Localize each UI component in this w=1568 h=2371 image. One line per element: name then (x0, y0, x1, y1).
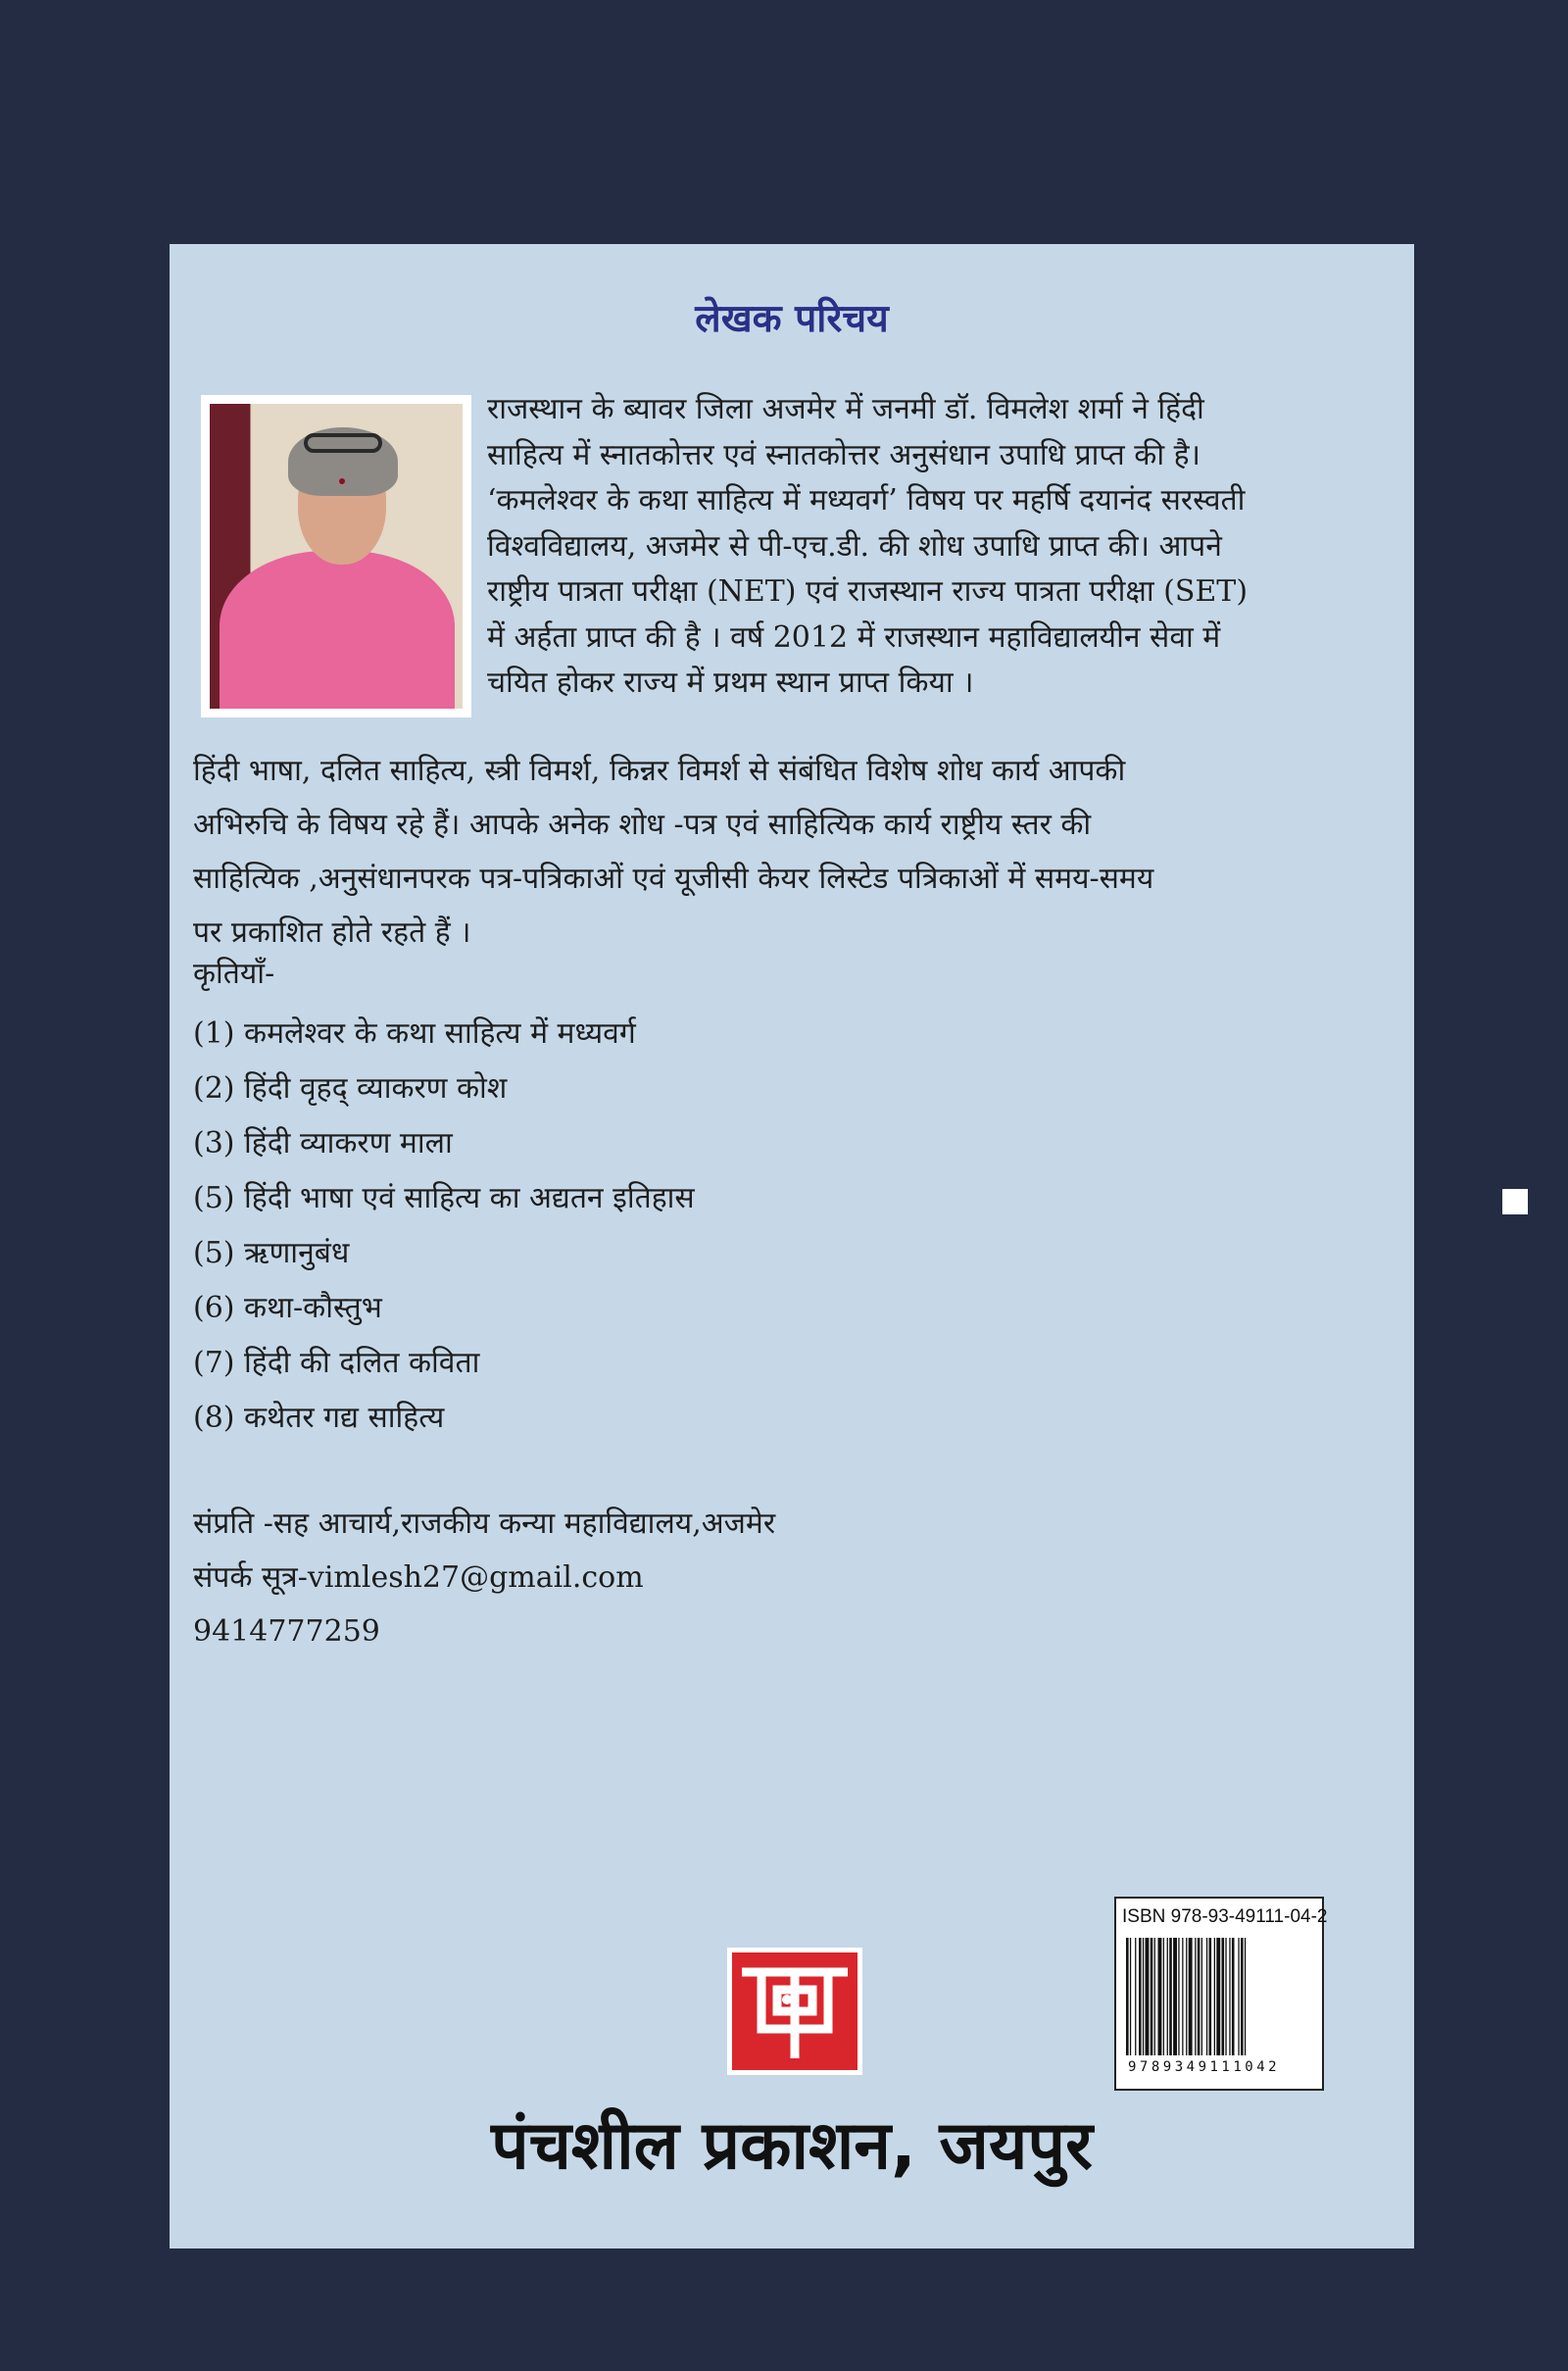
intro-line: राष्ट्रीय पात्रता परीक्षा (NET) एवं राजस्थान राज्य पात्रता परीक्षा (SET) (487, 574, 1249, 609)
current-position: संप्रति -सह आचार्य,राजकीय कन्या महाविद्यालय,अजमेर (193, 1507, 776, 1541)
works-list (193, 1007, 695, 1446)
author-intro-text (487, 387, 1353, 707)
intro-line: साहित्य में स्नातकोत्तर एवं स्नातकोत्तर अनुसंधान उपाधि प्राप्त की है। (487, 437, 1200, 472)
works-item: (7) हिंदी की दलित कविता (193, 1346, 480, 1380)
back-cover-panel (170, 244, 1414, 2248)
barcode-digits: 9789349111042 (1128, 2059, 1281, 2075)
para-line: हिंदी भाषा, दलित साहित्य, स्त्री विमर्श, किन्नर विमर्श से संबंधित विशेष शोध कार्य आपकी (193, 754, 1126, 788)
contact-block (193, 1497, 775, 1658)
isbn-barcode (1114, 1897, 1328, 2091)
works-heading: कृतियाँ- (193, 957, 275, 991)
works-item: (5) हिंदी भाषा एवं साहित्य का अद्यतन इतिहास (193, 1181, 695, 1215)
para-line: पर प्रकाशित होते रहते हैं । (193, 915, 471, 950)
white-square-marker (1502, 1189, 1528, 1214)
research-interests-text (193, 744, 1353, 960)
publisher-name: पंचशील प्रकाशन, जयपुर (491, 2107, 1093, 2185)
works-item: (6) कथा-कौस्तुभ (193, 1291, 382, 1325)
contact-email: संपर्क सूत्र-vimlesh27@gmail.com (193, 1560, 644, 1595)
para-line: अभिरुचि के विषय रहे हैं। आपके अनेक शोध -पत्र एवं साहित्यिक कार्य राष्ट्रीय स्तर की (193, 808, 1092, 842)
isbn-label: ISBN 978-93-49111-04-2 (1122, 1906, 1328, 1927)
intro-line: राजस्थान के ब्यावर जिला अजमेर में जनमी डॉ. विमलेश शर्मा ने हिंदी (487, 392, 1204, 426)
works-item: (5) ऋणानुबंध (193, 1236, 350, 1270)
contact-phone: 9414777259 (193, 1614, 380, 1649)
author-photo (201, 395, 471, 717)
publisher-logo-icon (732, 1952, 858, 2070)
works-item: (3) हिंदी व्याकरण माला (193, 1126, 453, 1161)
author-intro-heading: लेखक परिचय (695, 297, 889, 341)
works-item: (8) कथेतर गद्य साहित्य (193, 1401, 445, 1435)
works-item: (1) कमलेश्वर के कथा साहित्य में मध्यवर्ग (193, 1016, 636, 1051)
works-item: (2) हिंदी वृहद् व्याकरण कोश (193, 1071, 508, 1106)
barcode-icon (1126, 1938, 1314, 2055)
intro-line: ‘कमलेश्वर के कथा साहित्य में मध्यवर्ग’ विषय पर महर्षि दयानंद सरस्वती (487, 483, 1246, 518)
intro-line: विश्वविद्यालय, अजमेर से पी-एच.डी. की शोध उपाधि प्राप्त की। आपने (487, 528, 1222, 564)
publisher-logo (727, 1948, 862, 2075)
intro-line: चयित होकर राज्य में प्रथम स्थान प्राप्त किया । (487, 666, 974, 700)
para-line: साहित्यिक ,अनुसंधानपरक पत्र-पत्रिकाओं एवं यूजीसी केयर लिस्टेड पत्रिकाओं में समय-समय (193, 862, 1154, 896)
intro-line: में अर्हता प्राप्त की है । वर्ष 2012 में राजस्थान महाविद्यालयीन सेवा में (487, 619, 1221, 655)
